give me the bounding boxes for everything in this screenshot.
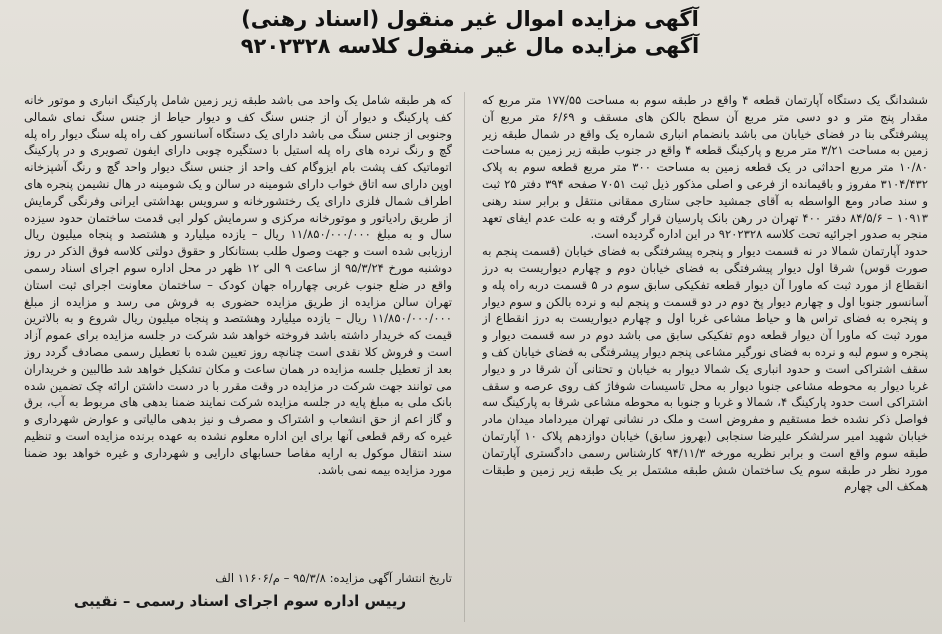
publication-date-line: تاریخ انتشار آگهی مزایده: ۹۵/۳/۸ – م/۱۱۶۰۶ الف [215,571,452,585]
title-line-2: آگهی مزایده مال غیر منقول کلاسه ۹۲۰۲۳۲۸ [240,34,700,58]
notice-title [230,6,710,60]
paragraph-property-description: ششدانگ یک دستگاه آپارتمان قطعه ۴ واقع در طبقه سوم به مساحت ۱۷۷/۵۵ متر مربع که مقدار پنج متر و دو دسی متر مربع آن سطح بالکن های مسقف و ۶/۶۹ متر مربع آن پیشرفتگی بنا در فضای خیابان می باشد بانضمام انباری شماره یک واقع در شمال طبقه زیر زمین به مساحت ۳/۲۱ متر مربع و پارکینگ قطعه ۴ واقع در جنوب طبقه زیر زمین به مساحت ۱۰/۸۰ متر مربع احداثی در یک قطعه زمین به مساحت ۳۰۰ متر مربع قطعه سوم به پلاک ۳۱۰۴/۴۳۲ مفروز و باقیمانده از فرعی و اصلی مذکور ذیل ثبت ۷۰۵۱ صفحه ۳۹۴ دفتر ۲۵ ثبت و سند صادر ومع الواسطه به آقای جمشید حاجی ستاری ممقانی منتقل و برابر سند رهنی ۱۰۹۱۳ – ۸۴/۵/۶ دفتر ۴۰۰ تهران در رهن بانک پارسیان قرار گرفته و به علت عدم ایفای تعهد منجر به صدور اجرائیه تحت کلاسه ۹۲۰۲۳۲۸ در این اداره گردیده است. [482,93,928,242]
paragraph-property-boundaries: حدود آپارتمان شمالا در نه قسمت دیوار و پنجره پیشرفتگی به فضای خیابان (قسمت پنجم به صورت قوس) شرقا اول دیوار پیشرفتگی به فضای خیابان دوم و چهارم دیواریست به درز انقطاع از مورد ثبت که ماورا آن دیوار قطعه تفکیکی سابق سوم در ۵ قسمت دربه راه پله و آسانسور جنوبا اول و چهارم دیوار پخ دوم در دو قسمت و پنجم لبه و نرده بالکن و سوم دیوار و پنجره به فضای تراس ها و حیاط مشاعی غربا اول و چهارم دیواریست به درز انقطاع از مورد ثبت که ماورا آن دیوار قطعه دوم تفکیکی سابق می باشد دوم در سه قسمت دیوار و پنجره و سوم لبه و نرده به فضای نورگیر مشاعی پنجم دیوار پیشرفتگی به فضای خیابان کف و سقف اشتراکی است و حدود انباری یک شمالا دیوار به خیابان و تحتانی آن شرقا در و دیوار غربا دیوار به محوطه مشاعی جنوبا دیوار به محل تاسیسات شوفاژ کف روی عرصه و سقف اشتراکی است حدود پارکینگ ۴، شمالا و غربا و جنوبا به محوطه مشاعی شرقا به پارکینگ سه فواصل ذکر نشده خط مستقیم و مفروض است و ملک در نشانی تهران میرداماد میدان مادر خیابان شهید امیر سرلشکر علیرضا سنجابی (بهروز سابق) خیابان دوازدهم پلاک ۱۰ آپارتمان طبقه سوم واقع است و برابر نظریه مورخه ۹۴/۱۱/۳ کارشناس رسمی دادگستری آپارتمان مورد نظر در طبقه سوم یک ساختمان شش طبقه مشتمل بر یک طبقه زیر زمین و طبقات همکف الی چهارم [482,244,928,494]
signature-line: رییس اداره سوم اجرای اسناد رسمی – نقیبی [73,592,407,610]
column-left [24,92,452,562]
column-right [482,92,928,628]
paragraph-auction-terms: که هر طبقه شامل یک واحد می باشد طبقه زیر زمین شامل پارکینگ انباری و موتور خانه کف پارکینگ و دیوار آن از جنس سنگ کف و دیوار حیاط از جنس سنگ نمای شمالی وجنوبی از جنس سنگ می باشد دارای یک دستگاه آسانسور کف راه پله سنگ دیوار راه پله گچ و رنگ نرده های راه پله استیل با دستگیره چوبی دارای ایفون تصویری و در پارکینگ اتوماتیک کف پشت بام ایزوگام کف واحد از جنس سنگ دیوار واحد گچ و رنگ آشپزخانه اوپن دارای سه اتاق خواب دارای شومینه در سالن و یک شومینه در هال نشیمن پنجره های اطراف شمال فلزی دارای یک رختشورخانه و سرویس بهداشتی ایرانی وفرنگی گرمایش از طریق رادیاتور و موتورخانه مرکزی و سرمایش کولر ابی قدمت ساختمان حدود سیزده سال و به مبلغ ۱۱/۸۵۰/۰۰۰/۰۰۰ ریال – یازده میلیارد و هشتصد و پنجاه میلیون ریال ارزیابی شده است و جهت وصول طلب بستانکار و حقوق دولتی کلاسه فوق الذکر در روز دوشنبه مورخ ۹۵/۳/۲۴ از ساعت ۹ الی ۱۲ ظهر در محل اداره سوم اجرای اسناد رسمی واقع در ضلع جنوب غربی چهارراه جهان کودک – ساختمان معاونت اجرای ثبت استان تهران سالن مزایده از طریق مزایده حضوری به فروش می رسد و مزایده از مبلغ ۱۱/۸۵۰/۰۰۰/۰۰۰ ریال – یازده میلیارد وهشتصد و پنجاه میلیون ریال شروع و به بالاترین قیمت که خریدار داشته باشد فروخته خواهد شد شرکت در جلسه مزایده برای عموم آزاد است و فروش کلا نقدی است چنانچه روز تعیین شده با تعطیل رسمی مصادف گردد روز بعد از تعطیل جلسه مزایده در همان ساعت و مکان تشکیل خواهد شد طالبین و خریداران می توانند جهت شرکت در مزایده در وقت مقرر با در دست داشتن ارائه چک تضمین شده بانک ملی به مبلغ پایه در جلسه مزایده شرکت نمایند ضمنا بدهی های مربوط به آب، برق و گاز اعم از حق انشعاب و اشتراک و مصرف و نیز بدهی مالیاتی و عوارض شهرداری و غیره که رقم قطعی آنها برای این اداره معلوم نشده به عهده برنده مزایده است و تنظیم سند انتقال موکول به ارایه مفاصا حسابهای دارایی و شهرداری و غیره خواهد بود ضمنا مورد مزایده بیمه نمی باشد. [24,93,452,477]
title-line-1: آگهی مزایده اموال غیر منقول (اسناد رهنی) [241,7,699,31]
column-divider [464,92,465,622]
